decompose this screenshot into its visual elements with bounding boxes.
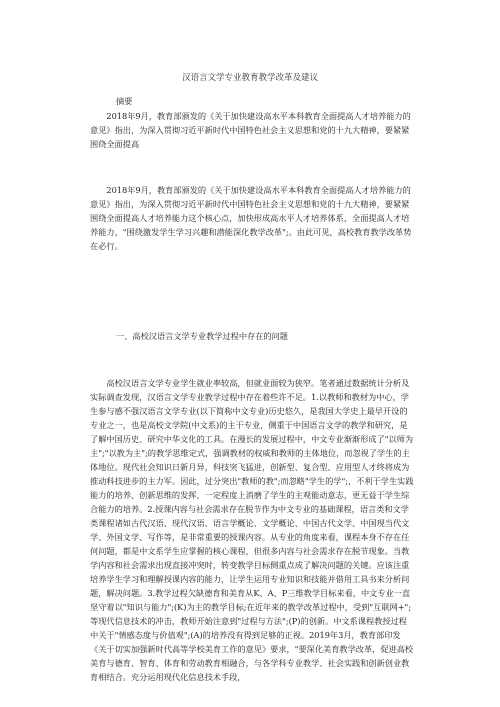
intro-paragraph: 2018年9月，教育部颁发的《关于加快建设高水平本科教育全面提高人才培养能力的意见》指出，为深入贯彻习近平新时代中国特色社会主义思想和党的十九大精神，要紧紧围绕全面提高人才培养能力这个核心点，加快形成高水平人才培养体系，全面提高人才培养能力，"围绕激发学生学习兴趣和潜能深化教学改革";。由此可见，高校教育教学改革势在必行。 <box>90 185 412 251</box>
section-paragraph: 高校汉语言文学专业学生就业率较高，但就业面较为狭窄。笔者通过数据统计分析及实际调查发现，汉语言文学专业教学过程中存在着些许不足。1.以教师和教材为中心，学生参与感不强汉语言文学专业(以下简称中文专业)历史悠久，是我国大学史上最早开设的专业之一，也是高校文学院(中文系)的主干专业，侧重于中国语言文学的教学和研究，是了解中国历史、研究中华文化的工具。在漫长的发展过程中，中文专业渐渐形成了"以师为主";"以教为主";的教学思维定式，强调教材的权威和教师的主体地位，而忽视了学生的主体地位。现代社会知识日新月异，科技突飞猛进，创新型、复合型、应用型人才终将成为推动科技进步的主力军。因此，过分突出"教师的教";而忽略"学生的学";，不利于学生实践能力的培养、创新思维的发挥，一定程度上消磨了学生的主观能动意志，更无益于学生综合能力的培养。2.授课内容与社会需求存在脱节作为中文专业的基础课程，语言类和文学类课程诸如古代汉语、现代汉语、语言学概论、文学概论、中国古代文学、中国现当代文学、外国文学、写作等，是非常重要的授课内容。从专业的角度来看，课程本身不存在任何问题，都是中文系学生应掌握的核心课程，但很多内容与社会需求存在脱节现象。当教学内容和社会需求出现直接冲突时，转变教学目标侧重点成了解决问题的关键。应该注重培养学生学习和理解授课内容的能力，让学生运用专业知识和技能并借用工具书来分析问题，解决问题。3.教学过程欠缺德育和美育从K、A、P三维教学目标来看，中文专业一直坚守着以"知识与能力";(K)为主的教学目标;在近年来的教学改革过程中，受到"互联网+";等现代信息技术的冲击，教师开始注意到"过程与方法";(P)的创新。中文系课程教授过程中关于"情感态度与价值观";(A)的培养没有得到足够的正视。2019年3月，教育部印发《关于切实加强新时代高等学校美育工作的意见》要求，"要深化美育教学改革，促进高校美育与德育、智育、体育和劳动教育相融合，与各学科专业教学、社会实践和创新创业教育相结合。充分运用现代化信息技术手段， <box>90 378 414 682</box>
document-title: 汉语言文学专业教育教学改革及建议 <box>181 73 318 83</box>
intro-block <box>90 183 415 253</box>
abstract-paragraph: 2018年9月，教育部颁发的《关于加快建设高水平本科教育全面提高人才培养能力的意见》指出，为深入贯彻习近平新时代中国特色社会主义思想和党的十九大精神，要紧紧围绕全面提高 <box>90 111 411 149</box>
abstract-block <box>90 109 415 151</box>
section-heading: 一、高校汉语言文学专业教学过程中存在的问题 <box>116 331 288 341</box>
abstract-label: 摘要 <box>116 96 133 106</box>
section-body <box>90 376 415 684</box>
